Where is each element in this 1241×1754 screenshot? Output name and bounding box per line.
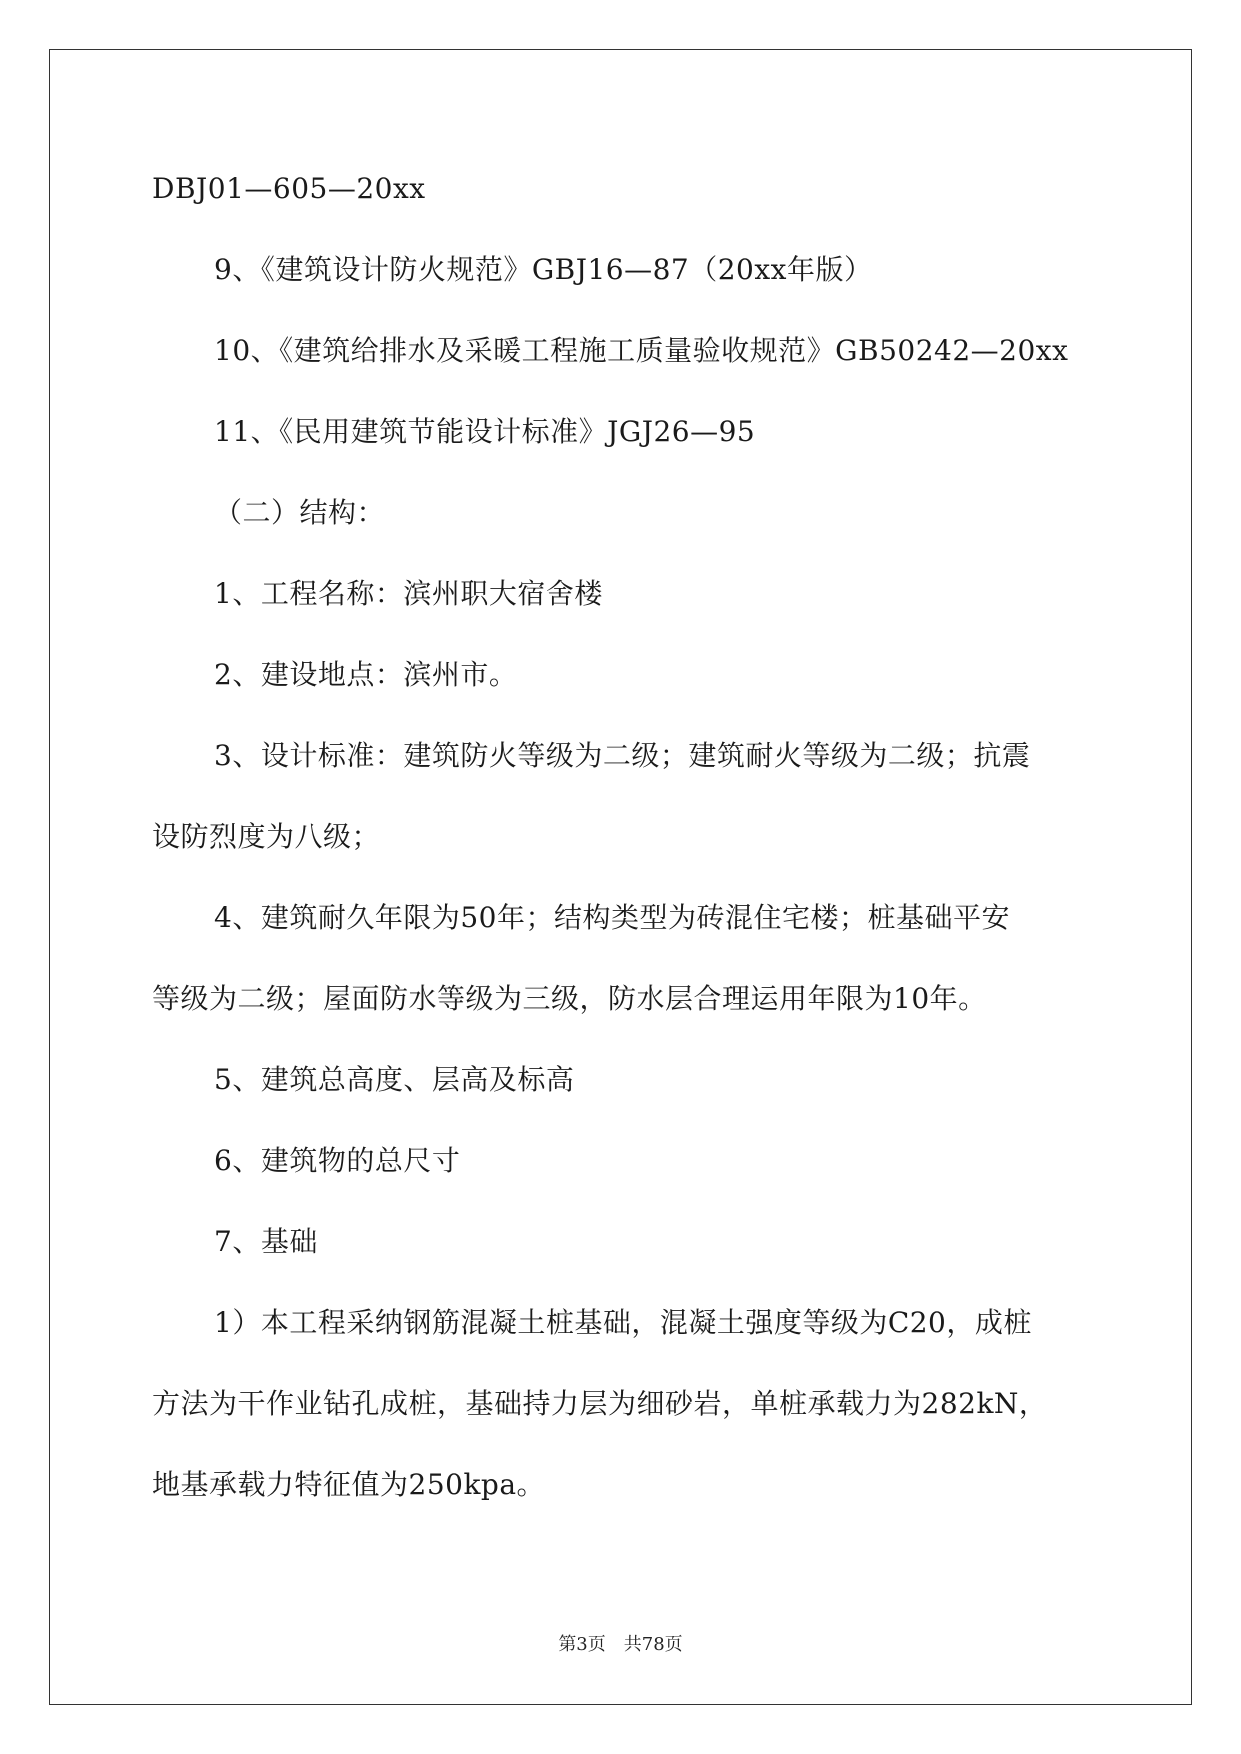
- text-line: 10、《建筑给排水及采暖工程施工质量验收规范》GB50242—20xx: [214, 334, 1069, 367]
- text-line: 等级为二级；屋面防水等级为三级，防水层合理运用年限为10年。: [152, 982, 987, 1015]
- text-line: 11、《民用建筑节能设计标准》JGJ26—95: [214, 415, 756, 448]
- text-line: 7、基础: [214, 1225, 318, 1258]
- page-border: [49, 49, 1192, 1705]
- text-line: 设防烈度为八级；: [152, 820, 381, 853]
- page-number-footer: 第3页 共78页: [558, 1634, 683, 1655]
- text-line: 方法为干作业钻孔成桩，基础持力层为细砂岩，单桩承载力为282kN，: [152, 1387, 1048, 1420]
- text-line: 地基承载力特征值为250kpa。: [152, 1468, 546, 1501]
- text-line: 2、建设地点：滨州市。: [214, 658, 518, 691]
- text-line: DBJ01—605—20xx: [152, 172, 426, 205]
- text-line: 3、设计标准：建筑防火等级为二级；建筑耐火等级为二级；抗震: [214, 739, 1031, 772]
- section-heading: （二）结构：: [214, 496, 386, 529]
- text-line: 1）本工程采纳钢筋混凝土桩基础，混凝土强度等级为C20，成桩: [214, 1306, 1032, 1339]
- text-line: 1、工程名称：滨州职大宿舍楼: [214, 577, 603, 610]
- text-line: 9、《建筑设计防火规范》GBJ16—87（20xx年版）: [214, 253, 873, 286]
- text-line: 6、建筑物的总尺寸: [214, 1144, 461, 1177]
- text-line: 5、建筑总高度、层高及标高: [214, 1063, 575, 1096]
- text-line: 4、建筑耐久年限为50年；结构类型为砖混住宅楼；桩基础平安: [214, 901, 1010, 934]
